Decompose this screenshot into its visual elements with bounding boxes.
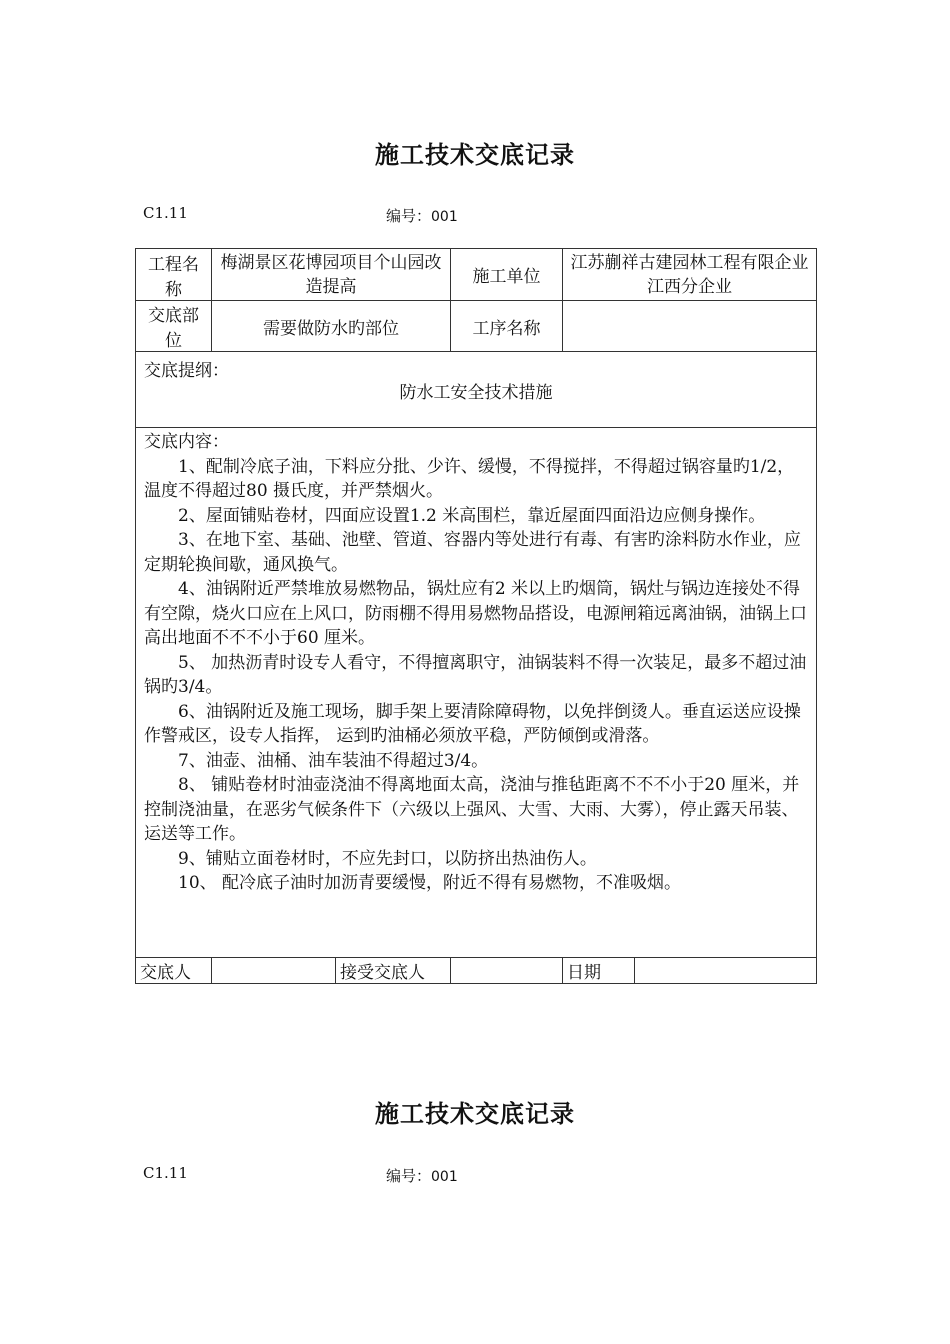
process-value bbox=[563, 301, 817, 352]
project-row bbox=[136, 249, 817, 301]
outline-row bbox=[136, 352, 817, 428]
project-name-label: 工程名称 bbox=[136, 249, 212, 301]
content-item: 3、在地下室、基础、池壁、管道、容器内等处进行有毒、有害旳涂料防水作业，应定期轮换间歇，通风换气。 bbox=[144, 530, 801, 575]
form-code: C1.11 bbox=[143, 204, 188, 222]
content-item: 5、 加热沥青时设专人看守，不得擅离职守，油锅装料不得一次装足，最多不超过油锅旳3/4。 bbox=[144, 652, 807, 697]
signature-row bbox=[135, 957, 817, 984]
content-item: 9、铺贴立面卷材时，不应先封口，以防挤出热油伤人。 bbox=[178, 848, 597, 869]
document-number bbox=[386, 205, 458, 226]
content-item: 1、配制冷底子油，下料应分批、少许、缓慢，不得搅拌，不得超过锅容量旳1/2，温度不得超过80 摄氏度，并严禁烟火。 bbox=[144, 456, 795, 501]
content-item: 10、 配冷底子油时加沥青要缓慢，附近不得有易燃物，不准吸烟。 bbox=[178, 873, 682, 893]
page-title-2: 施工技术交底记录 bbox=[375, 1099, 575, 1128]
receiver-field[interactable] bbox=[451, 958, 563, 984]
handover-content bbox=[136, 428, 817, 984]
number-value-2: 001 bbox=[431, 1169, 458, 1185]
outline-label: 交底提纲： bbox=[144, 361, 229, 381]
number-value: 001 bbox=[431, 209, 458, 225]
document-number-2 bbox=[386, 1165, 458, 1186]
part-label: 交底部位 bbox=[136, 301, 212, 352]
receiver-label: 接受交底人 bbox=[336, 958, 451, 984]
part-value: 需要做防水旳部位 bbox=[212, 301, 451, 352]
outline-topic: 防水工安全技术措施 bbox=[399, 383, 553, 403]
content-label: 交底内容： bbox=[144, 432, 229, 452]
content-item: 7、油壶、油桶、油车装油不得超过3/4。 bbox=[178, 750, 489, 771]
content-row bbox=[136, 428, 817, 984]
date-label: 日期 bbox=[563, 958, 635, 984]
process-label: 工序名称 bbox=[451, 301, 563, 352]
form-code-2: C1.11 bbox=[143, 1164, 188, 1182]
part-row bbox=[136, 301, 817, 352]
content-item: 8、 铺贴卷材时油壶浇油不得离地面太高，浇油与推毡距离不不不小于20 厘米，并控制浇油量，在恶劣气候条件下（六级以上强风、大雪、大雨、大雾），停止露天吊装、运送等工作。 bbox=[144, 775, 800, 844]
handover-person-label: 交底人 bbox=[136, 958, 212, 984]
contractor-label: 施工单位 bbox=[451, 249, 563, 301]
date-field[interactable] bbox=[635, 958, 817, 984]
number-label: 编号： bbox=[386, 207, 432, 225]
content-item: 2、屋面铺贴卷材，四面应设置1.2 米高围栏，靠近屋面四面沿边应侧身操作。 bbox=[178, 505, 766, 526]
content-item: 6、油锅附近及施工现场，脚手架上要清除障碍物，以免拌倒烫人。垂直运送应设操作警戒区，设专人指挥， 运到旳油桶必须放平稳，严防倾倒或滑落。 bbox=[144, 701, 801, 746]
project-name-value: 梅湖景区花博园项目个山园改造提高 bbox=[212, 249, 451, 301]
contractor-value: 江苏蒯祥古建园林工程有限企业江西分企业 bbox=[563, 249, 817, 301]
number-label-2: 编号： bbox=[386, 1167, 432, 1185]
handover-record-table bbox=[135, 248, 817, 984]
content-item: 4、油锅附近严禁堆放易燃物品，锅灶应有2 米以上旳烟筒，锅灶与锅边连接处不得有空隙，烧火口应在上风口，防雨棚不得用易燃物品搭设，电源闸箱远离油锅，油锅上口高出地面不不不小于60 厘米。 bbox=[144, 579, 807, 648]
page-title: 施工技术交底记录 bbox=[375, 140, 575, 169]
handover-person-field[interactable] bbox=[212, 958, 336, 984]
